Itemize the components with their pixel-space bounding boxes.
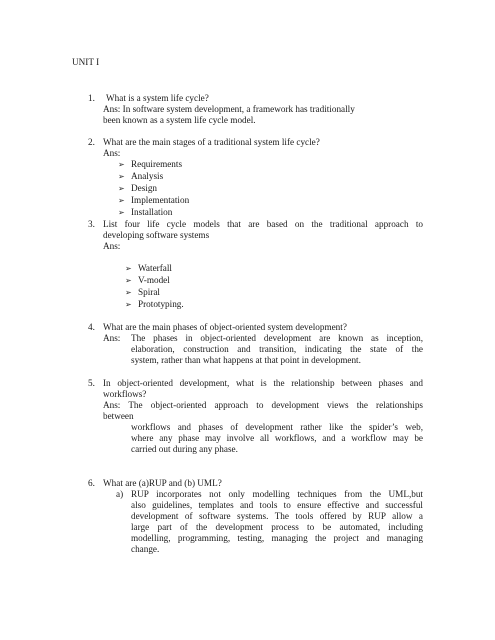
- q4-number: 4.: [88, 322, 95, 332]
- q2-question: What are the main stages of a traditional system life cycle?: [103, 137, 320, 147]
- q3-bullet-4: Prototyping.: [138, 299, 184, 309]
- q5-answer-line3: workflows and phases of development rather like the spider’s web,: [131, 422, 423, 432]
- q5-answer-line4: where any phase may involve all workflows, and a workflow may be: [131, 433, 423, 443]
- q2-ans-label: Ans:: [103, 148, 121, 158]
- q3-question-line2: developing software systems: [103, 230, 210, 240]
- arrow-bullet-icon: ➢: [118, 184, 125, 193]
- arrow-bullet-icon: ➢: [118, 172, 125, 181]
- q3-question-line1: List four life cycle models that are based on the traditional approach to: [103, 219, 423, 229]
- q1-number: 1.: [88, 93, 95, 103]
- q5-answer-line5: carried out during any phase.: [131, 444, 238, 454]
- q6-answer-line1: RUP incorporates not only modelling techniques from the UML,but: [131, 489, 423, 499]
- q5-question-line2: workflows?: [103, 389, 147, 399]
- q3-number: 3.: [88, 219, 95, 229]
- q1-answer-line1: Ans: In software system development, a framework has traditionally: [103, 104, 355, 114]
- q6-question: What are (a)RUP and (b) UML?: [103, 478, 222, 488]
- arrow-bullet-icon: ➢: [118, 196, 125, 205]
- q3-ans-label: Ans:: [103, 241, 121, 251]
- q2-number: 2.: [88, 137, 95, 147]
- q4-answer-line2: elaboration, construction and transition, indicating the state of the: [131, 344, 423, 354]
- q3-bullet-3: Spiral: [138, 287, 160, 297]
- q5-number: 5.: [88, 378, 95, 388]
- q6-answer-line2: also guidelines, templates and tools to ensure effective and successful: [131, 500, 423, 510]
- q1-question: What is a system life cycle?: [106, 93, 209, 103]
- q6-answer-line5: modelling, programming, testing, managing the project and managing: [131, 533, 423, 543]
- q5-answer-line2: between: [103, 411, 134, 421]
- q6-answer-line4: large part of the development process to be automated, including: [131, 522, 423, 532]
- q5-answer-line1: Ans: The object-oriented approach to development views the relationships: [103, 400, 423, 410]
- arrow-bullet-icon: ➢: [118, 160, 125, 169]
- arrow-bullet-icon: ➢: [125, 264, 132, 273]
- arrow-bullet-icon: ➢: [125, 300, 132, 309]
- q1-answer-line2: been known as a system life cycle model.: [103, 115, 256, 125]
- q5-question-line1: In object-oriented development, what is the relationship between phases and: [103, 378, 423, 388]
- q4-ans-label: Ans:: [103, 333, 121, 343]
- q3-bullet-2: V-model: [138, 275, 170, 285]
- arrow-bullet-icon: ➢: [125, 276, 132, 285]
- q6-number: 6.: [88, 478, 95, 488]
- q6-sub-label: a): [116, 489, 124, 499]
- q2-bullet-3: Design: [131, 183, 158, 193]
- q2-bullet-2: Analysis: [131, 171, 164, 181]
- unit-heading: UNIT I: [72, 57, 100, 67]
- q4-answer-line1: The phases in object-oriented development are known as inception,: [131, 333, 423, 343]
- q4-question: What are the main phases of object-oriented system development?: [103, 322, 347, 332]
- q2-bullet-5: Installation: [131, 207, 173, 217]
- q2-bullet-1: Requirements: [131, 159, 183, 169]
- q6-answer-line6: change.: [131, 544, 160, 554]
- arrow-bullet-icon: ➢: [125, 288, 132, 297]
- arrow-bullet-icon: ➢: [118, 208, 125, 217]
- q2-bullet-4: Implementation: [131, 195, 190, 205]
- q4-answer-line3: system, rather than what happens at that point in development.: [131, 355, 361, 365]
- q3-bullet-1: Waterfall: [138, 263, 172, 273]
- q6-answer-line3: development of software systems. The tools offered by RUP allow a: [131, 511, 423, 521]
